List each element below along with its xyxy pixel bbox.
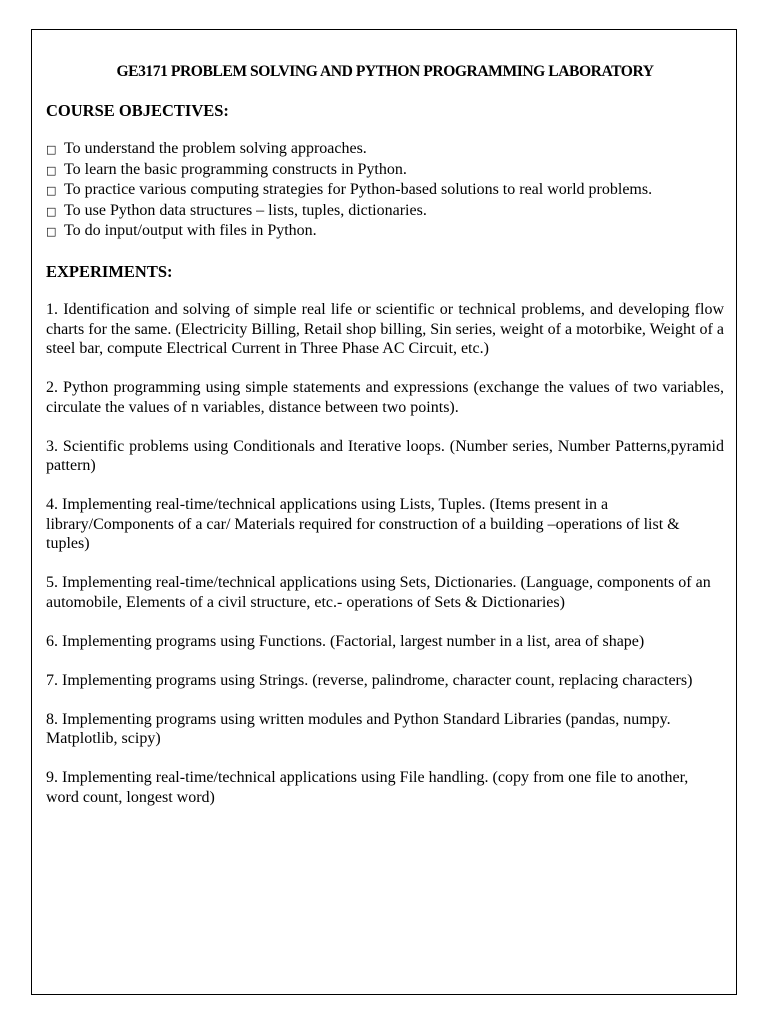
experiment-item: 9. Implementing real-time/technical applications using File handling. (copy from one file to another, word count, longest word) — [46, 769, 689, 806]
experiment-item: 5. Implementing real-time/technical applications using Sets, Dictionaries. (Language, components of an automobile, Elements of a civil structure, etc.- operations of Sets & Dictionaries) — [46, 574, 711, 611]
objective-text: To do input/output with files in Python. — [64, 222, 317, 239]
objective-item — [46, 201, 724, 222]
experiments-heading: EXPERIMENTS: — [46, 261, 173, 281]
experiment-item: 2. Python programming using simple statements and expressions (exchange the values of two variables, circulate the values of n variables, distance between two points). — [46, 379, 724, 416]
document-body — [46, 62, 724, 827]
experiment-item: 7. Implementing programs using Strings. (reverse, palindrome, character count, replacing characters) — [46, 671, 693, 689]
objectives-heading: COURSE OBJECTIVES: — [46, 100, 229, 120]
checkbox-bullet-icon: □ — [46, 204, 57, 218]
objective-item — [46, 160, 724, 181]
experiment-item: 3. Scientific problems using Conditionals and Iterative loops. (Number series, Number Patterns,pyramid pattern) — [46, 437, 724, 474]
objective-text: To understand the problem solving approaches. — [64, 140, 367, 157]
experiment-item: 6. Implementing programs using Functions. (Factorial, largest number in a list, area of shape) — [46, 632, 645, 650]
checkbox-bullet-icon: □ — [46, 225, 57, 238]
objective-item — [46, 180, 724, 201]
objective-text: To use Python data structures – lists, tuples, dictionaries. — [64, 201, 427, 219]
objectives-list — [46, 139, 724, 242]
document-title: GE3171 PROBLEM SOLVING AND PYTHON PROGRAMMING LABORATORY — [116, 63, 654, 80]
experiment-item: 8. Implementing programs using written modules and Python Standard Libraries (pandas, numpy. Matplotlib, scipy) — [46, 710, 671, 747]
objective-item — [46, 221, 724, 242]
checkbox-bullet-icon: □ — [46, 184, 57, 197]
objective-text: To learn the basic programming constructs in Python. — [64, 160, 407, 178]
checkbox-bullet-icon: □ — [46, 163, 57, 177]
experiment-item: 4. Implementing real-time/technical applications using Lists, Tuples. (Items present in a library/Components of a car/ Materials required for construction of a building –operations of list & tuples) — [46, 496, 680, 552]
checkbox-bullet-icon: □ — [46, 143, 57, 156]
experiment-item: 1. Identification and solving of simple real life or scientific or technical problems, and developing flow charts for the same. (Electricity Billing, Retail shop billing, Sin series, weight of a motorbike, Weight of a steel bar, compute Electrical Current in Three Phase AC Circuit, etc.) — [46, 301, 724, 357]
objective-item — [46, 139, 724, 160]
objective-text: To practice various computing strategies for Python-based solutions to real world problems. — [64, 181, 653, 198]
